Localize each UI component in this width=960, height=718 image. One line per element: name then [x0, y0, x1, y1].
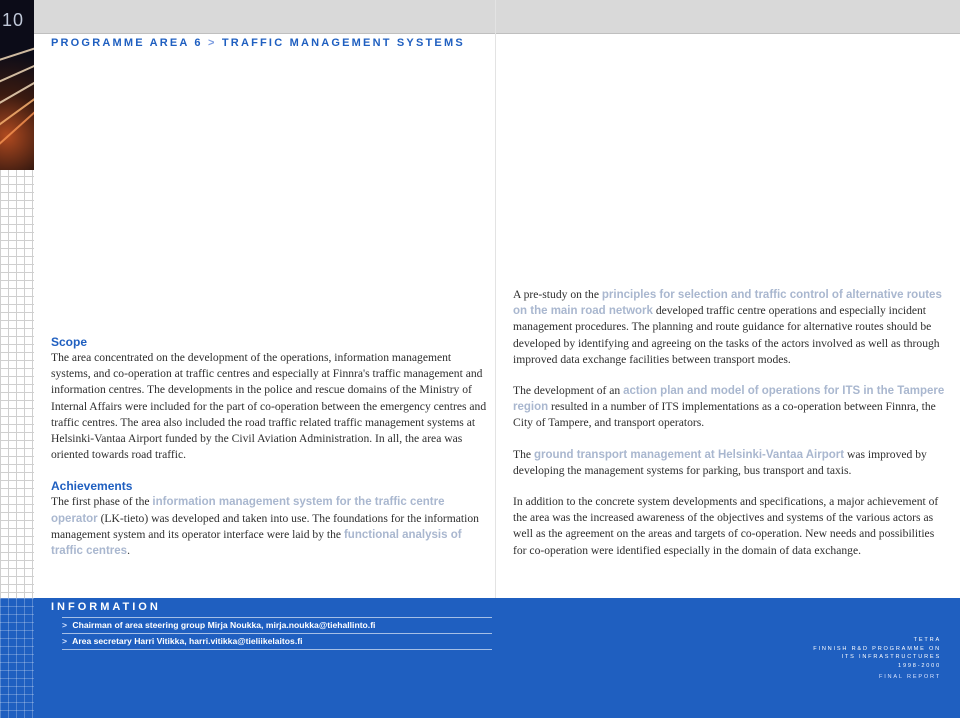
p1-text-b: developed traffic centre operations and especially incident management procedures. The planning and route guidance for alternative routes should be developed by identifying and agreeing on the tasks of the actors involved as well as through improved data exchange facilities between transport modes.: [513, 304, 940, 366]
arrow-icon: >: [62, 620, 68, 630]
separator: >: [208, 37, 217, 49]
right-paragraph-1: [513, 287, 945, 368]
tetra-line-3: ITS INFRASTRUCTURES: [841, 654, 941, 661]
contact-chairman: [62, 617, 492, 634]
scope-text: The area concentrated on the development of the operations, information management systems, and co-operation at traffic centres and especially at Finnra's traffic management and information centres. The developments in the police and rescue domains of the Ministry of Internal Affairs were included for the part of co-operation between the emergency centres and traffic centres. The area also included the road traffic related traffic management systems at Helsinki-Vantaa Airport funded by the Civil Aviation Administration. In all, the area was oriented towards road traffic.: [51, 351, 487, 462]
right-paragraph-4: In addition to the concrete system developments and specifications, a major achievement of the area was the increased awareness of the objectives and systems of the various actors as well as the agreement on the areas and targets of co-operation. New needs and possibilities for co-operation were identified especially in the domain of data exchange.: [513, 495, 939, 557]
programme-area-subtitle: TRAFFIC MANAGEMENT SYSTEMS: [221, 37, 465, 49]
page-number: 10: [2, 10, 25, 30]
p2-text-b: resulted in a number of ITS implementations as a co-operation between Finnra, the City of Tampere, and transport operators.: [513, 400, 936, 430]
tetra-line-1: TETRA: [913, 637, 941, 643]
contact-secretary-text[interactable]: Area secretary Harri Vitikka, harri.vitikka@tieliikelaitos.fi: [72, 636, 303, 646]
tetra-line-2: FINNISH R&D PROGRAMME ON: [813, 645, 941, 652]
p3-highlight: ground transport management at Helsinki-Vantaa Airport: [533, 448, 845, 461]
p2-highlight: action plan and model of operations for ITS in the Tampere region: [513, 385, 945, 414]
p3-text-b: was improved by developing the management systems for parking, bus transport and taxis.: [513, 447, 927, 477]
p2-text-a: The development of an: [513, 384, 621, 398]
footer-grid-pattern: [0, 598, 34, 718]
tetra-logo-block: [813, 636, 941, 670]
ach-highlight-2: functional analysis of traffic centres: [51, 528, 462, 558]
ach-text-2: (LK-tieto) was developed and taken into use. The foundations for the information management system and its operator interface were laid by the: [51, 511, 479, 541]
p1-text-a: A pre-study on the: [513, 288, 599, 301]
final-report-label: FINAL REPORT: [878, 674, 941, 680]
contact-secretary: [62, 634, 492, 650]
tetra-line-4: 1998-2000: [898, 662, 941, 669]
header-band: [34, 0, 960, 33]
header-rule: [34, 33, 960, 34]
right-paragraph-2: [513, 383, 945, 432]
ach-text-3: .: [127, 544, 130, 558]
p1-highlight: principles for selection and traffic control of alternative routes on the main road network: [513, 289, 942, 318]
right-paragraph-3: [513, 447, 945, 479]
column-divider: [495, 0, 496, 598]
programme-area-label: PROGRAMME AREA 6: [51, 37, 203, 49]
scope-heading: Scope: [51, 335, 88, 349]
left-column: [51, 334, 487, 568]
section-title: [51, 37, 465, 49]
arrow-icon: >: [62, 636, 68, 646]
ach-text-1: The first phase of the: [51, 495, 150, 509]
achievements-heading: Achievements: [51, 479, 133, 494]
p3-text-a: The: [513, 447, 532, 461]
contact-chairman-text[interactable]: Chairman of area steering group Mirja Noukka, mirja.noukka@tiehallinto.fi: [72, 620, 376, 630]
ach-highlight-1: information management system for the traffic centre operator: [51, 496, 445, 525]
achievements-text: [51, 494, 487, 559]
right-column: [513, 287, 945, 568]
information-heading: INFORMATION: [51, 601, 161, 613]
